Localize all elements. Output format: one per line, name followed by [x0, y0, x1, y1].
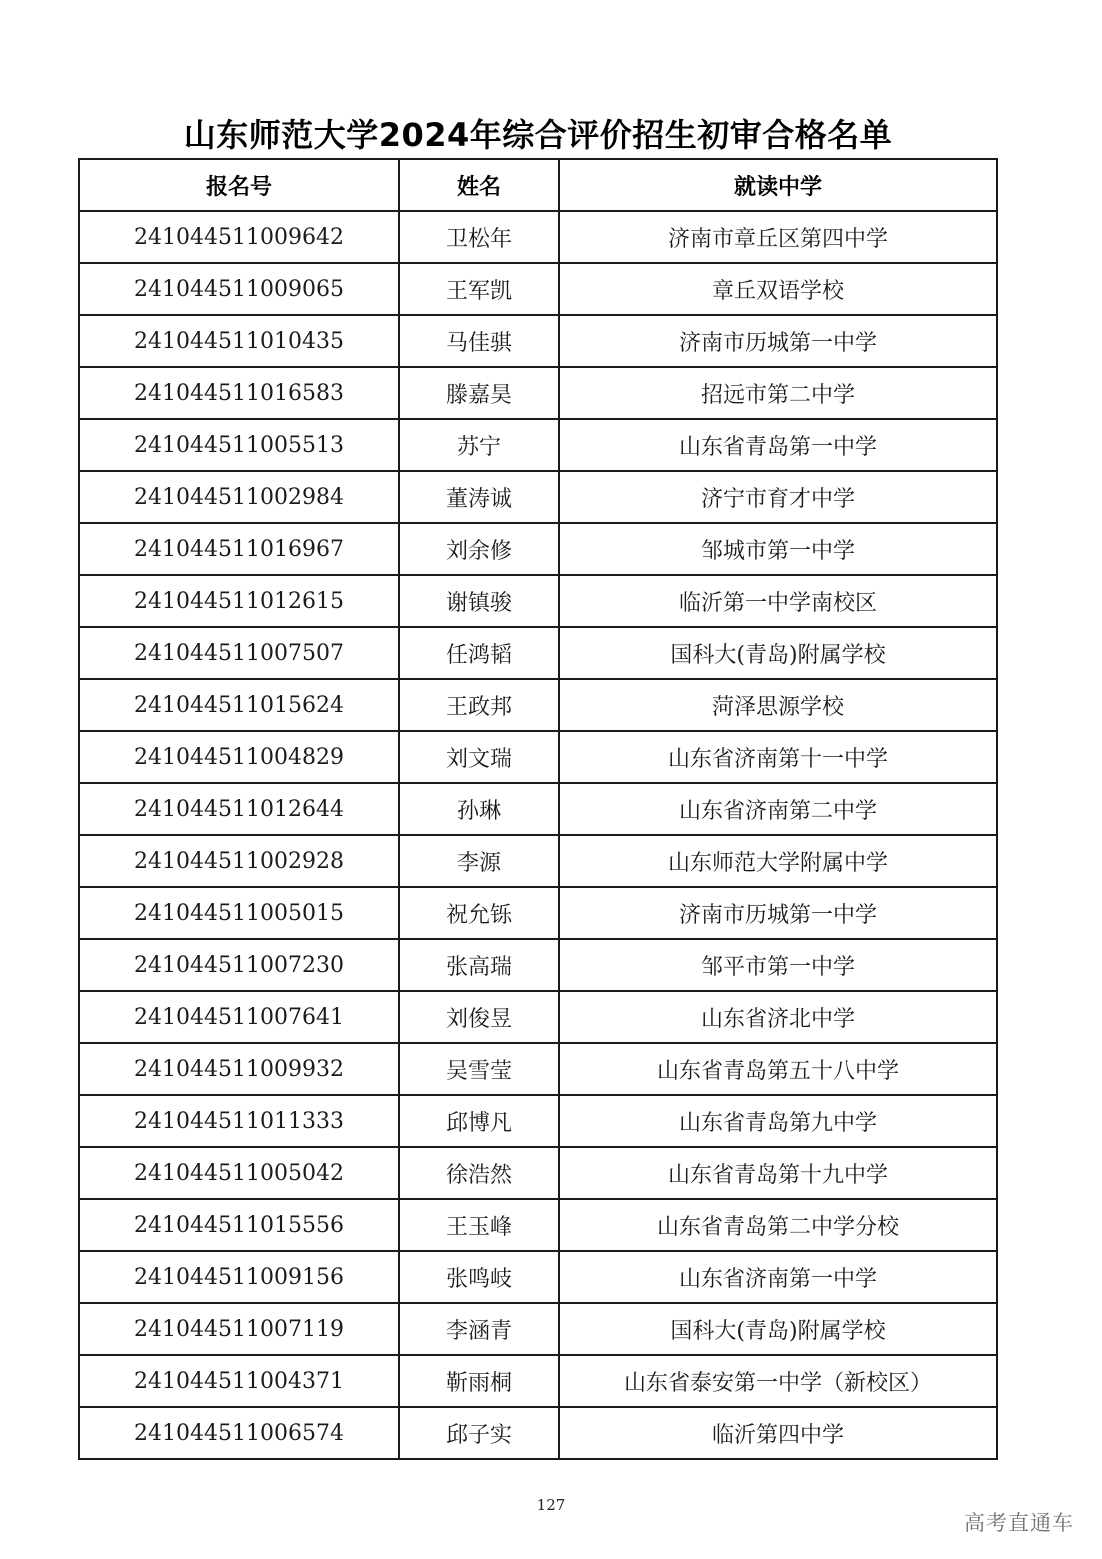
table-row [79, 1251, 997, 1303]
table-row [79, 471, 997, 523]
student-name-cell: 祝允铄 [399, 887, 559, 939]
table-row [79, 939, 997, 991]
table-row [79, 575, 997, 627]
student-name-cell: 任鸿韬 [399, 627, 559, 679]
table-row [79, 887, 997, 939]
student-name-cell: 徐浩然 [399, 1147, 559, 1199]
table-row [79, 1095, 997, 1147]
school-cell: 临沂第一中学南校区 [559, 575, 997, 627]
table-row [79, 315, 997, 367]
school-cell: 国科大(青岛)附属学校 [559, 627, 997, 679]
table-row [79, 1199, 997, 1251]
admission-list-table [78, 158, 998, 1460]
school-cell: 山东师范大学附属中学 [559, 835, 997, 887]
school-cell: 临沂第四中学 [559, 1407, 997, 1459]
school-cell: 济南市章丘区第四中学 [559, 211, 997, 263]
registration-number-cell: 241044511010435 [79, 315, 399, 367]
watermark-text: 高考直通车 [964, 1511, 1074, 1535]
registration-number-cell: 241044511012644 [79, 783, 399, 835]
registration-number-cell: 241044511007507 [79, 627, 399, 679]
student-name-cell: 滕嘉昊 [399, 367, 559, 419]
registration-number-cell: 241044511006574 [79, 1407, 399, 1459]
student-name-cell: 孙琳 [399, 783, 559, 835]
table-row [79, 1407, 997, 1459]
table-row [79, 367, 997, 419]
page-title: 山东师范大学2024年综合评价招生初审合格名单 [183, 116, 893, 154]
registration-number-cell: 241044511007641 [79, 991, 399, 1043]
registration-number-cell: 241044511009642 [79, 211, 399, 263]
table-row [79, 1303, 997, 1355]
table-row [79, 835, 997, 887]
school-cell: 邹平市第一中学 [559, 939, 997, 991]
school-cell: 国科大(青岛)附属学校 [559, 1303, 997, 1355]
school-cell: 山东省青岛第二中学分校 [559, 1199, 997, 1251]
registration-number-cell: 241044511016967 [79, 523, 399, 575]
student-name-cell: 卫松年 [399, 211, 559, 263]
table-row [79, 1043, 997, 1095]
school-cell: 招远市第二中学 [559, 367, 997, 419]
registration-number-cell: 241044511016583 [79, 367, 399, 419]
student-name-cell: 马佳骐 [399, 315, 559, 367]
school-cell: 济宁市育才中学 [559, 471, 997, 523]
table-row [79, 783, 997, 835]
student-name-cell: 谢镇骏 [399, 575, 559, 627]
table-row [79, 523, 997, 575]
school-cell: 山东省泰安第一中学（新校区） [559, 1355, 997, 1407]
table-row [79, 627, 997, 679]
registration-number-cell: 241044511004371 [79, 1355, 399, 1407]
table-row [79, 419, 997, 471]
registration-number-cell: 241044511015624 [79, 679, 399, 731]
registration-number-cell: 241044511004829 [79, 731, 399, 783]
registration-number-cell: 241044511005513 [79, 419, 399, 471]
registration-number-cell: 241044511002928 [79, 835, 399, 887]
school-cell: 山东省青岛第五十八中学 [559, 1043, 997, 1095]
student-name-cell: 董涛诚 [399, 471, 559, 523]
registration-number-cell: 241044511007230 [79, 939, 399, 991]
student-name-cell: 李涵青 [399, 1303, 559, 1355]
school-cell: 山东省济南第十一中学 [559, 731, 997, 783]
student-name-cell: 张鸣岐 [399, 1251, 559, 1303]
registration-number-cell: 241044511015556 [79, 1199, 399, 1251]
table-row [79, 1355, 997, 1407]
header-registration-number: 报名号 [79, 159, 399, 211]
table-header [79, 159, 997, 211]
student-name-cell: 吴雪莹 [399, 1043, 559, 1095]
student-name-cell: 靳雨桐 [399, 1355, 559, 1407]
registration-number-cell: 241044511011333 [79, 1095, 399, 1147]
header-row [79, 159, 997, 211]
table-row [79, 679, 997, 731]
table-row [79, 263, 997, 315]
student-name-cell: 刘俊昱 [399, 991, 559, 1043]
school-cell: 山东省济南第二中学 [559, 783, 997, 835]
registration-number-cell: 241044511002984 [79, 471, 399, 523]
student-name-cell: 王军凯 [399, 263, 559, 315]
school-cell: 济南市历城第一中学 [559, 887, 997, 939]
registration-number-cell: 241044511012615 [79, 575, 399, 627]
school-cell: 章丘双语学校 [559, 263, 997, 315]
header-name: 姓名 [399, 159, 559, 211]
registration-number-cell: 241044511007119 [79, 1303, 399, 1355]
student-name-cell: 刘文瑞 [399, 731, 559, 783]
student-name-cell: 王政邦 [399, 679, 559, 731]
student-name-cell: 苏宁 [399, 419, 559, 471]
table-row [79, 1147, 997, 1199]
table-row [79, 731, 997, 783]
student-name-cell: 李源 [399, 835, 559, 887]
school-cell: 山东省青岛第十九中学 [559, 1147, 997, 1199]
school-cell: 山东省济北中学 [559, 991, 997, 1043]
table-row [79, 991, 997, 1043]
header-school: 就读中学 [559, 159, 997, 211]
school-cell: 菏泽思源学校 [559, 679, 997, 731]
registration-number-cell: 241044511009156 [79, 1251, 399, 1303]
registration-number-cell: 241044511009932 [79, 1043, 399, 1095]
school-cell: 山东省青岛第九中学 [559, 1095, 997, 1147]
registration-number-cell: 241044511009065 [79, 263, 399, 315]
school-cell: 济南市历城第一中学 [559, 315, 997, 367]
table-body [79, 211, 997, 1459]
student-name-cell: 邱博凡 [399, 1095, 559, 1147]
page-number: 127 [536, 1496, 566, 1514]
student-name-cell: 邱子实 [399, 1407, 559, 1459]
student-name-cell: 张高瑞 [399, 939, 559, 991]
student-name-cell: 刘余修 [399, 523, 559, 575]
school-cell: 山东省济南第一中学 [559, 1251, 997, 1303]
registration-number-cell: 241044511005015 [79, 887, 399, 939]
school-cell: 山东省青岛第一中学 [559, 419, 997, 471]
table-row [79, 211, 997, 263]
registration-number-cell: 241044511005042 [79, 1147, 399, 1199]
school-cell: 邹城市第一中学 [559, 523, 997, 575]
student-name-cell: 王玉峰 [399, 1199, 559, 1251]
